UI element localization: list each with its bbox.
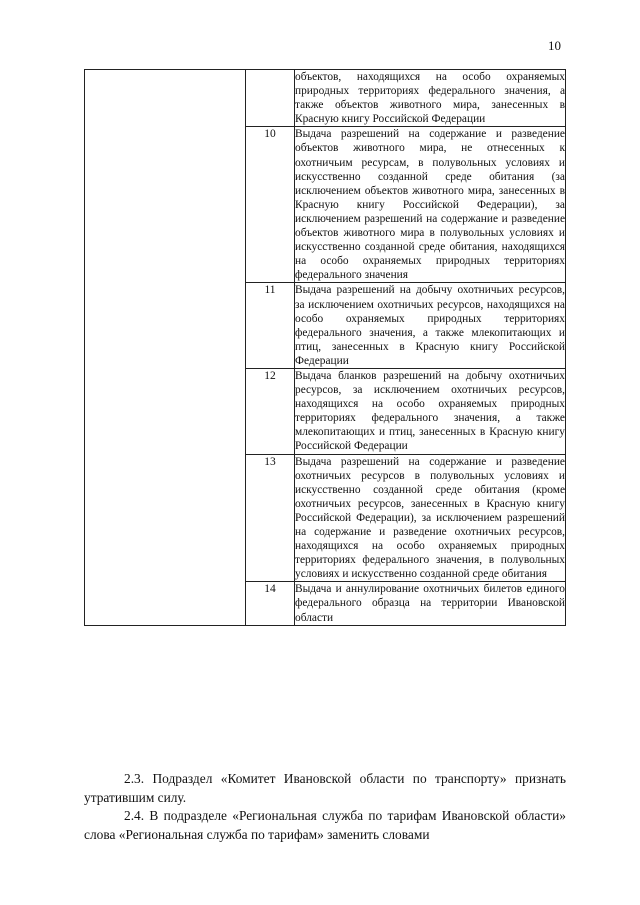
service-description: Выдача бланков разрешений на добычу охотничьих ресурсов, за исключением охотничьих ресурсов, находящихся на особо охраняемых природных территориях федерального значения, а также млекопитающих и птиц, занесенных в Красную книгу Российской Федерации: [295, 369, 565, 453]
service-description: объектов, находящихся на особо охраняемых природных территориях федерального значения, а также объектов животного мира, занесенных в Красную книгу Российской Федерации: [295, 71, 565, 126]
row-number: [246, 70, 295, 127]
paragraph-2-4: 2.4. В подразделе «Региональная служба по тарифам Ивановской области» слова «Региональная служба по тарифам» заменить словами: [84, 808, 566, 842]
department-cell: [85, 70, 246, 626]
row-number: 11: [246, 283, 295, 369]
table-row: [85, 70, 566, 127]
service-description: Выдача разрешений на добычу охотничьих ресурсов, за исключением охотничьих ресурсов, находящихся на особо охраняемых природных территориях федерального значения, а также млекопитающих и птиц, занесенных в Красную книгу Российской Федерации: [295, 284, 565, 367]
row-number: 12: [246, 368, 295, 454]
service-description: Выдача разрешений на содержание и разведение объектов животного мира, не отнесенных к охотничьим ресурсам, в полувольных условиях и искусственно созданной среде обитания (за исключением объектов животного мира, занесенных в Красную книгу Российской Федерации), за исключением разрешений на содержание и разведение объектов животного мира в полувольных условиях и искусственно созданной среде обитания, находящихся на особо охраняемых природных территориях федерального значения: [295, 128, 565, 282]
row-number: 10: [246, 127, 295, 283]
service-description: Выдача и аннулирование охотничьих билетов единого федерального образца на территории Ивановской области: [295, 583, 565, 624]
paragraph-2-3: 2.3. Подраздел «Комитет Ивановской области по транспорту» признать утратившим силу.: [84, 771, 566, 805]
row-number: 14: [246, 582, 295, 625]
services-table: [84, 69, 566, 626]
row-number: 13: [246, 454, 295, 582]
service-description: Выдача разрешений на содержание и разведение охотничьих ресурсов в полувольных условиях и искусственно созданной среде обитания (кроме охотничьих ресурсов, занесенных в Красную книгу Российской Федерации), за исключением разрешений на содержание и разведение охотничьих ресурсов, находящихся на особо охраняемых природных территориях федерального значения, в полувольных условиях и искусственно созданной среде обитания: [295, 455, 565, 581]
page-number: 10: [548, 38, 561, 53]
